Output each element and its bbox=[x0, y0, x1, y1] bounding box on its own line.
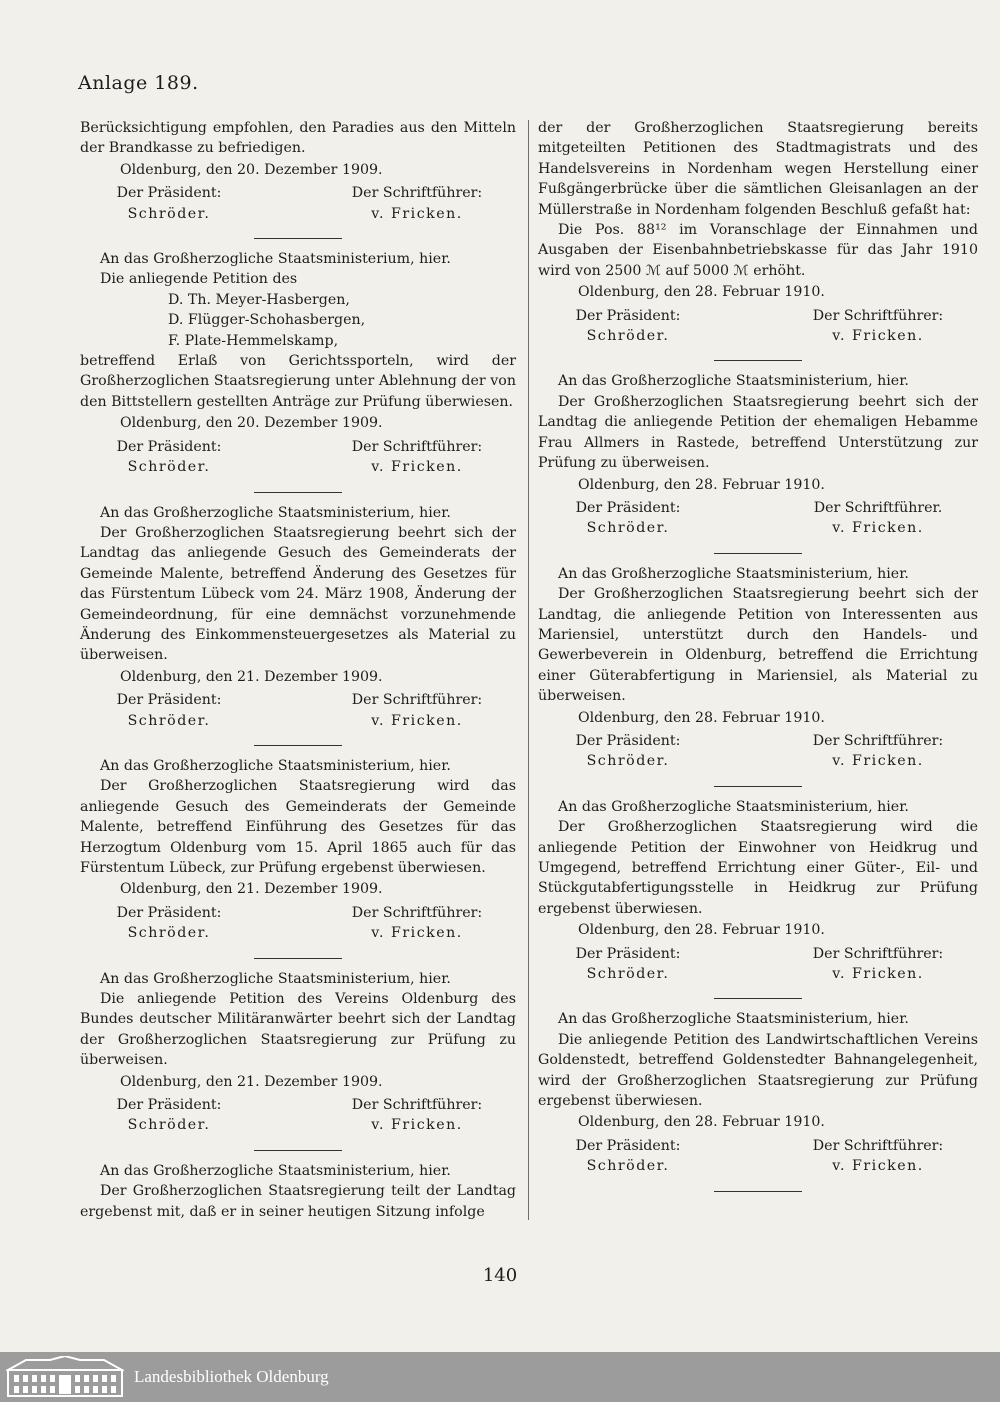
section-date: Oldenburg, den 28. Februar 1910. bbox=[578, 1114, 825, 1131]
section-date: Oldenburg, den 20. Dezember 1909. bbox=[120, 161, 383, 178]
section-heading: An das Großherzogliche Staatsministerium, hier. bbox=[100, 970, 451, 987]
section-body: Der Großherzoglichen Staatsregierung teilt der Landtag ergebenst mit, daß er in seiner heutigen Sitzung infolge bbox=[80, 1183, 516, 1220]
column-divider bbox=[528, 120, 529, 1220]
secretary-title: Der Schriftführer. bbox=[813, 499, 943, 516]
secretary-name: v. Fricken. bbox=[371, 1117, 463, 1134]
secretary-name: v. Fricken. bbox=[832, 966, 924, 983]
left-column bbox=[80, 118, 516, 1222]
secretary-title: Der Schriftführer: bbox=[812, 1137, 944, 1154]
petitioner-name: F. Plate-Hemmelskamp, bbox=[168, 332, 339, 349]
document-section bbox=[80, 503, 516, 746]
section-date: Oldenburg, den 28. Februar 1910. bbox=[578, 284, 825, 301]
section-body: betreffend Erlaß von Gerichtssporteln, wird der Großherzoglichen Staatsregierung unter Ablehnung der von den Bittstellern gestellten Anträge zur Prüfung überwiesen. bbox=[80, 353, 516, 410]
president-name: Schröder. bbox=[586, 753, 670, 770]
section-separator bbox=[714, 786, 802, 787]
president-title: Der Präsident: bbox=[116, 438, 222, 455]
president-name: Schröder. bbox=[127, 1117, 211, 1134]
section-body: Die anliegende Petition des bbox=[100, 271, 298, 288]
secretary-title: Der Schriftführer: bbox=[351, 438, 483, 455]
signature-block bbox=[538, 731, 978, 772]
secretary-title: Der Schriftführer: bbox=[351, 692, 483, 709]
president-name: Schröder. bbox=[586, 328, 670, 345]
document-section bbox=[538, 797, 978, 1000]
document-section bbox=[80, 249, 516, 492]
president-name: Schröder. bbox=[586, 1158, 670, 1175]
section-separator bbox=[254, 1150, 342, 1151]
section-date: Oldenburg, den 20. Dezember 1909. bbox=[120, 415, 383, 432]
president-name: Schröder. bbox=[586, 520, 670, 537]
signature-block bbox=[538, 944, 978, 985]
document-section bbox=[80, 118, 516, 239]
president-title: Der Präsident: bbox=[575, 1137, 681, 1154]
section-body: Die Pos. 88¹² im Voranschlage der Einnahmen und Ausgaben der Eisenbahnbetriebskasse für das Jahr 1910 wird von 2500 ℳ auf 5000 ℳ erhöht. bbox=[538, 222, 978, 279]
secretary-name: v. Fricken. bbox=[832, 328, 924, 345]
secretary-name: v. Fricken. bbox=[832, 753, 924, 770]
secretary-name: v. Fricken. bbox=[371, 925, 463, 942]
secretary-name: v. Fricken. bbox=[371, 459, 463, 476]
secretary-name: v. Fricken. bbox=[832, 1158, 924, 1175]
president-title: Der Präsident: bbox=[575, 307, 681, 324]
section-date: Oldenburg, den 28. Februar 1910. bbox=[578, 476, 825, 493]
section-heading: An das Großherzogliche Staatsministerium, hier. bbox=[558, 1011, 909, 1028]
library-name: Landesbibliothek Oldenburg bbox=[134, 1367, 329, 1386]
secretary-name: v. Fricken. bbox=[371, 712, 463, 729]
section-date: Oldenburg, den 21. Dezember 1909. bbox=[120, 1073, 383, 1090]
president-name: Schröder. bbox=[127, 712, 211, 729]
section-date: Oldenburg, den 21. Dezember 1909. bbox=[120, 881, 383, 898]
section-date: Oldenburg, den 21. Dezember 1909. bbox=[120, 668, 383, 685]
section-date: Oldenburg, den 28. Februar 1910. bbox=[578, 922, 825, 939]
section-heading: An das Großherzogliche Staatsministerium, hier. bbox=[100, 251, 451, 268]
signature-block bbox=[80, 437, 516, 478]
section-body: Der Großherzoglichen Staatsregierung beehrt sich der Landtag, die anliegende Petition von Interessenten aus Mariensiel, unterstützt durch den Handels- und Gewerbeverein in Oldenburg, betreffend die Errichtung einer Güterabfertigung in Mariensiel, als Material zu überweisen. bbox=[538, 586, 978, 705]
secretary-title: Der Schriftführer: bbox=[812, 945, 944, 962]
document-section bbox=[538, 371, 978, 553]
petitioner-name: D. Flügger-Schohasbergen, bbox=[168, 312, 366, 329]
section-body: Der Großherzoglichen Staatsregierung wird das anliegende Gesuch des Gemeinderats der Gemeinde Malente, betreffend Einführung des Gesetzes für das Herzogtum Oldenburg vom 15. April 1865 auch für das Fürstentum Lübeck, zur Prüfung ergebenst überwiesen. bbox=[80, 778, 516, 876]
document-section bbox=[538, 1009, 978, 1191]
president-title: Der Präsident: bbox=[575, 945, 681, 962]
secretary-title: Der Schriftführer: bbox=[351, 1097, 483, 1114]
secretary-title: Der Schriftführer: bbox=[812, 732, 944, 749]
secretary-name: v. Fricken. bbox=[371, 205, 463, 222]
section-heading: An das Großherzogliche Staatsministerium, hier. bbox=[558, 373, 909, 390]
section-body: Der Großherzoglichen Staatsregierung beehrt sich der Landtag das anliegende Gesuch des Gemeinderats der Gemeinde Malente, betreffend Änderung des Gesetzes für das Fürstentum Lübeck vom 24. März 1908, Änderung der Gemeindeordnung, für eine demnächst vorzunehmende Änderung des Einkommensteuergesetzes als Material zu überweisen. bbox=[80, 524, 516, 664]
signature-block bbox=[538, 306, 978, 347]
section-separator bbox=[714, 998, 802, 999]
signature-block bbox=[80, 1095, 516, 1136]
section-separator bbox=[714, 360, 802, 361]
document-section bbox=[80, 1161, 516, 1222]
president-title: Der Präsident: bbox=[116, 692, 222, 709]
signature-block bbox=[80, 183, 516, 224]
signature-block bbox=[538, 1136, 978, 1177]
president-title: Der Präsident: bbox=[116, 904, 222, 921]
section-heading: An das Großherzogliche Staatsministerium, hier. bbox=[558, 798, 909, 815]
signature-block bbox=[80, 690, 516, 731]
library-footer bbox=[0, 1352, 1000, 1402]
section-heading: An das Großherzogliche Staatsministerium, hier. bbox=[100, 757, 451, 774]
document-section bbox=[538, 118, 978, 361]
petitioner-name: D. Th. Meyer-Hasbergen, bbox=[168, 291, 350, 308]
section-heading: An das Großherzogliche Staatsministerium, hier. bbox=[558, 565, 909, 582]
page-number: 140 bbox=[482, 1265, 518, 1286]
section-body: der der Großherzoglichen Staatsregierung bereits mitgeteilten Petitionen des Stadtmagistrats und des Handelsvereins in Nordenham wegen Herstellung einer Fußgängerbrücke über die sämtlichen Gleisanlagen an der Müllerstraße in Nordenham folgenden Beschluß gefaßt hat: bbox=[538, 120, 978, 218]
section-separator bbox=[714, 1191, 802, 1192]
document-section bbox=[538, 564, 978, 787]
president-name: Schröder. bbox=[127, 459, 211, 476]
section-separator bbox=[254, 958, 342, 959]
section-body: Berücksichtigung empfohlen, den Paradies aus den Mitteln der Brandkasse zu befriedigen. bbox=[80, 120, 516, 157]
president-title: Der Präsident: bbox=[116, 185, 222, 202]
section-separator bbox=[714, 553, 802, 554]
section-heading: An das Großherzogliche Staatsministerium, hier. bbox=[100, 504, 451, 521]
secretary-title: Der Schriftführer: bbox=[351, 185, 483, 202]
president-name: Schröder. bbox=[127, 205, 211, 222]
page-header: Anlage 189. bbox=[78, 72, 199, 94]
signature-block bbox=[80, 903, 516, 944]
section-separator bbox=[254, 745, 342, 746]
section-body: Der Großherzoglichen Staatsregierung wird die anliegende Petition der Einwohner von Heidkrug und Umgegend, betreffend Errichtung einer Güter-, Eil- und Stückgutabfertigungsstelle in Heidkrug zur Prüfung ergebenst überwiesen. bbox=[538, 819, 978, 917]
secretary-name: v. Fricken. bbox=[832, 520, 924, 537]
section-body: Die anliegende Petition des Landwirtschaftlichen Vereins Goldenstedt, betreffend Goldenstedter Bahnangelegenheit, wird der Großherzoglichen Staatsregierung zur Prüfung ergebenst überwiesen. bbox=[538, 1031, 978, 1110]
section-heading: An das Großherzogliche Staatsministerium, hier. bbox=[100, 1162, 451, 1179]
section-separator bbox=[254, 492, 342, 493]
library-building-icon bbox=[6, 1356, 124, 1398]
right-column bbox=[538, 118, 978, 1202]
section-date: Oldenburg, den 28. Februar 1910. bbox=[578, 709, 825, 726]
president-title: Der Präsident: bbox=[575, 732, 681, 749]
secretary-title: Der Schriftführer: bbox=[351, 904, 483, 921]
secretary-title: Der Schriftführer: bbox=[812, 307, 944, 324]
section-separator bbox=[254, 238, 342, 239]
president-title: Der Präsident: bbox=[116, 1097, 222, 1114]
document-section bbox=[80, 969, 516, 1151]
document-section bbox=[80, 756, 516, 959]
signature-block bbox=[538, 498, 978, 539]
president-name: Schröder. bbox=[127, 925, 211, 942]
section-body: Die anliegende Petition des Vereins Oldenburg des Bundes deutscher Militäranwärter beehrt sich der Landtag der Großherzoglichen Staatsregierung zur Prüfung zu überweisen. bbox=[80, 991, 516, 1069]
president-name: Schröder. bbox=[586, 966, 670, 983]
section-body: Der Großherzoglichen Staatsregierung beehrt sich der Landtag die anliegende Petition der ehemaligen Hebamme Frau Allmers in Rastede, betreffend Unterstützung zur Prüfung zu überweisen. bbox=[538, 393, 978, 472]
president-title: Der Präsident: bbox=[575, 499, 681, 516]
